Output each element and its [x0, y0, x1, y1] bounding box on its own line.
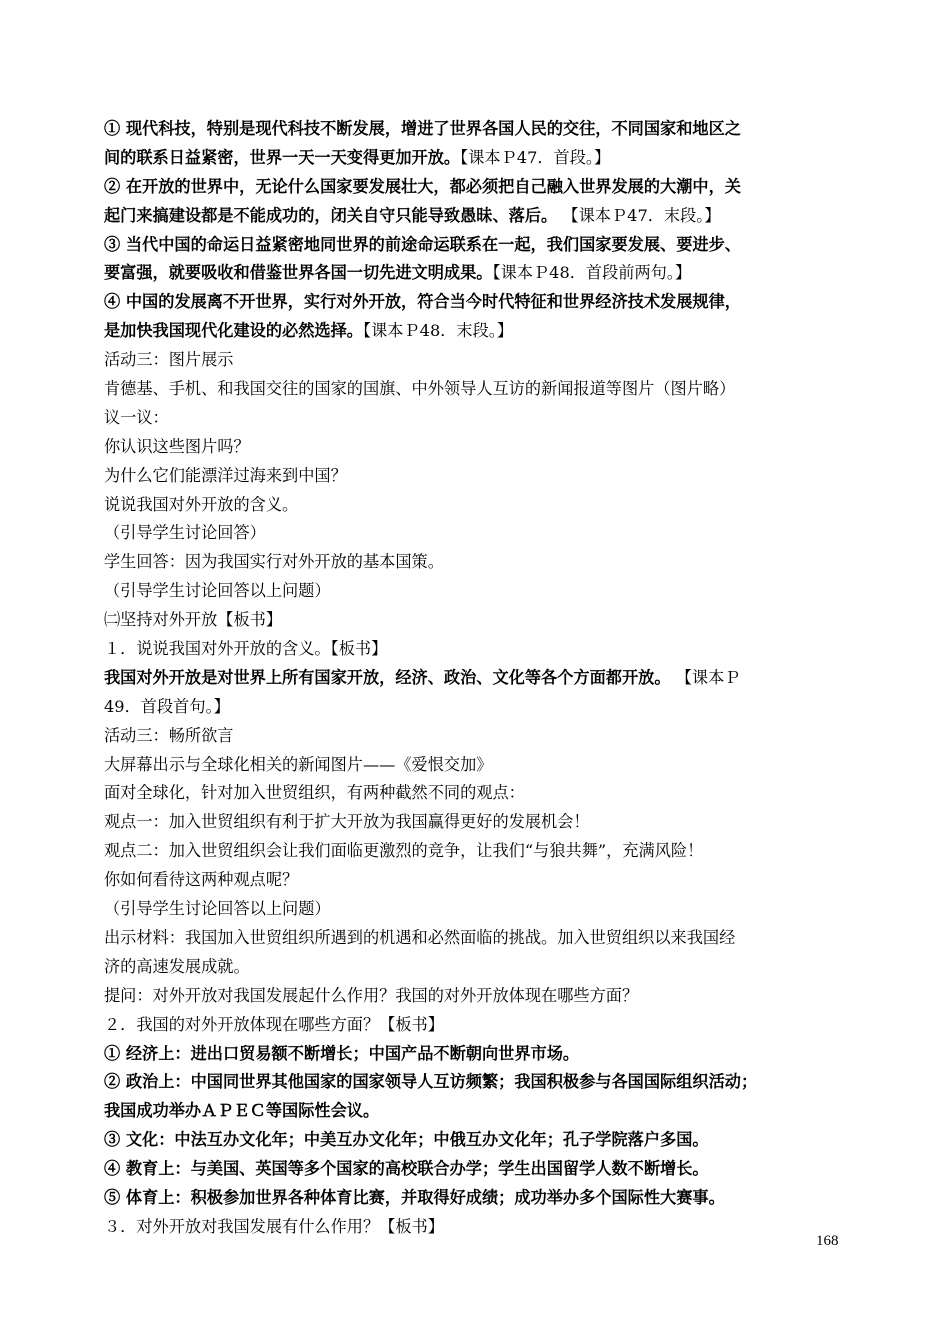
text-line [104, 1040, 856, 1069]
bold-text: ③ 文化：中法互办文化年；中美互办文化年；中俄互办文化年；孔子学院落户多国。 [104, 1130, 709, 1150]
plain-text: 出示材料：我国加入世贸组织所遇到的机遇和必然面临的挑战。加入世贸组织以来我国经 [104, 927, 736, 947]
plain-text: 活动三：畅所欲言 [104, 725, 234, 745]
bold-text: 是加快我国现代化建设的必然选择。 [104, 321, 363, 341]
plain-text: 济的高速发展成就。 [104, 956, 250, 976]
plain-text: 面对全球化，针对加入世贸组织，有两种截然不同的观点： [104, 783, 525, 803]
text-line [104, 288, 856, 317]
plain-text: 【课本Ｐ [670, 667, 741, 687]
text-line [104, 1184, 856, 1213]
text-line [104, 1011, 856, 1040]
text-line [104, 693, 856, 722]
plain-text: 你认识这些图片吗？ [104, 436, 250, 456]
text-line [104, 722, 856, 751]
text-line [104, 924, 856, 953]
text-line [104, 751, 856, 780]
bold-text: ② 政治上：中国同世界其他国家的国家领导人互访频繁；我国积极参与各国国际组织活动； [104, 1072, 758, 1092]
plain-text: 为什么它们能漂洋过海来到中国？ [104, 465, 347, 485]
plain-text: 观点一：加入世贸组织有利于扩大开放为我国赢得更好的发展机会！ [104, 812, 590, 832]
plain-text: ２．我国的对外开放体现在哪些方面？【板书】 [104, 1014, 444, 1034]
text-line [104, 895, 856, 924]
plain-text: 说说我国对外开放的含义。 [104, 494, 299, 514]
plain-text: 【课本Ｐ47．首段。】 [460, 147, 611, 167]
text-line [104, 433, 856, 462]
plain-text: ３．对外开放对我国发展有什么作用？【板书】 [104, 1216, 444, 1236]
text-line [104, 982, 856, 1011]
text-line [104, 346, 856, 375]
plain-text: 【课本Ｐ47．末段。】 [557, 205, 721, 225]
text-line [104, 664, 856, 693]
text-line [104, 837, 856, 866]
plain-text: 【课本Ｐ48．首段前两句。】 [492, 263, 692, 283]
text-line [104, 1097, 856, 1126]
text-line [104, 808, 856, 837]
plain-text: ㈡坚持对外开放【板书】 [104, 610, 283, 630]
text-line [104, 259, 856, 288]
text-line [104, 317, 856, 346]
text-line [104, 115, 856, 144]
text-line [104, 202, 856, 231]
text-line [104, 1213, 856, 1242]
bold-text: ④ 教育上：与美国、英国等多个国家的高校联合办学；学生出国留学人数不断增长。 [104, 1159, 709, 1179]
text-line [104, 866, 856, 895]
text-line [104, 144, 856, 173]
text-line [104, 577, 856, 606]
text-line [104, 779, 856, 808]
bold-text: ⑤ 体育上：积极参加世界各种体育比赛，并取得好成绩；成功举办多个国际性大赛事。 [104, 1187, 725, 1207]
bold-text: ③ 当代中国的命运日益紧密地同世界的前途命运联系在一起，我们国家要发展、要进步、 [104, 234, 741, 254]
bold-text: 间的联系日益紧密，世界一天一天变得更加开放。 [104, 147, 461, 167]
page-number: 168 [816, 1233, 839, 1249]
plain-text: 肯德基、手机、和我国交往的国家的国旗、中外领导人互访的新闻报道等图片（图片略） [104, 379, 736, 399]
text-line [104, 519, 856, 548]
text-line [104, 548, 856, 577]
plain-text: （引导学生讨论回答） [104, 523, 266, 543]
text-line [104, 375, 856, 404]
text-line [104, 1126, 856, 1155]
text-line [104, 462, 856, 491]
plain-text: 提问：对外开放对我国发展起什么作用？我国的对外开放体现在哪些方面？ [104, 985, 639, 1005]
bold-text: 要富强，就要吸收和借鉴世界各国一切先进文明成果。 [104, 263, 493, 283]
text-line [104, 953, 856, 982]
text-line [104, 635, 856, 664]
text-line [104, 1155, 856, 1184]
bold-text: ④ 中国的发展离不开世界，实行对外开放，符合当今时代特征和世界经济技术发展规律， [104, 292, 741, 312]
text-line [104, 1068, 856, 1097]
plain-text: 学生回答：因为我国实行对外开放的基本国策。 [104, 552, 444, 572]
plain-text: 【课本Ｐ48．末段。】 [363, 321, 514, 341]
bold-text: 我国成功举办ＡＰＥＣ等国际性会议。 [104, 1101, 380, 1121]
bold-text: ① 经济上：进出口贸易额不断增长；中国产品不断朝向世界市场。 [104, 1043, 580, 1063]
bold-text: 我国对外开放是对世界上所有国家开放，经济、政治、文化等各个方面都开放。 [104, 667, 671, 687]
plain-text: 观点二：加入世贸组织会让我们面临更激烈的竞争，让我们“与狼共舞”，充满风险！ [104, 841, 704, 861]
plain-text: １．说说我国对外开放的含义。【板书】 [104, 639, 388, 659]
plain-text: 大屏幕出示与全球化相关的新闻图片——《爱恨交加》 [104, 754, 493, 774]
plain-text: 活动三：图片展示 [104, 350, 234, 370]
plain-text: 议一议： [104, 407, 169, 427]
plain-text: （引导学生讨论回答以上问题） [104, 581, 331, 601]
document-body [104, 115, 856, 1242]
text-line [104, 231, 856, 260]
plain-text: 你如何看待这两种观点呢？ [104, 870, 299, 890]
bold-text: ② 在开放的世界中，无论什么国家要发展壮大，都必须把自己融入世界发展的大潮中，关 [104, 176, 741, 196]
text-line [104, 491, 856, 520]
bold-text: ① 现代科技，特别是现代科技不断发展，增进了世界各国人民的交往，不同国家和地区之 [104, 119, 741, 138]
text-line [104, 606, 856, 635]
bold-text: 起门来搞建设都是不能成功的，闭关自守只能导致愚昧、落后。 [104, 205, 558, 225]
plain-text: （引导学生讨论回答以上问题） [104, 899, 331, 919]
text-line [104, 404, 856, 433]
plain-text: 49．首段首句。】 [104, 696, 230, 716]
text-line [104, 173, 856, 202]
